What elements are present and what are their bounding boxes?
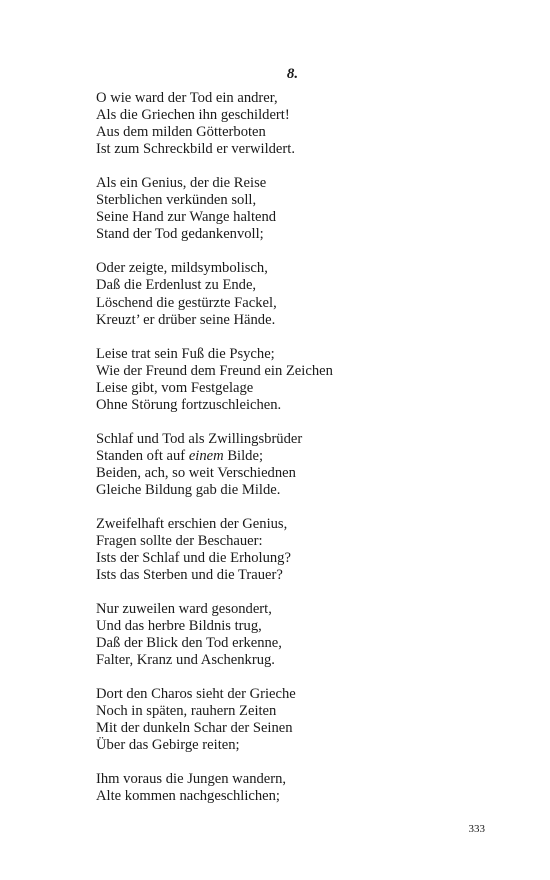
stanza [96,260,536,328]
verse-line: Aus dem milden Götterboten [96,124,266,141]
verse-line-text: Standen oft auf [96,447,189,464]
section-number: 8. [286,66,299,82]
stanza [96,90,536,158]
verse-line: Über das Gebirge reiten; [96,737,240,754]
verse-line: Gleiche Bildung gab die Milde. [96,481,281,498]
verse-line: Leise trat sein Fuß die Psyche; [96,345,275,362]
stanza [96,431,536,499]
verse-line: Seine Hand zur Wange haltend [96,209,277,226]
verse-line: Als die Griechen ihn geschildert! [96,107,290,124]
verse-line [96,448,536,465]
verse-line: Oder zeigte, mildsymbolisch, [96,260,268,277]
verse-line: Ists der Schlaf und die Erholung? [96,550,291,567]
verse-line: Und das herbre Bildnis trug, [96,618,262,635]
verse-line: Falter, Kranz und Aschenkrug. [96,652,275,669]
verse-line: Wie der Freund dem Freund ein Zeichen [96,362,333,379]
verse-line: Stand der Tod gedankenvoll; [96,226,264,243]
verse-line: Sterblichen verkünden soll, [96,192,257,209]
verse-line: Fragen sollte der Beschauer: [96,532,263,549]
verse-line: Als ein Genius, der die Reise [96,175,267,192]
verse-line: Alte kommen nachgeschlichen; [96,788,280,805]
verse-line: Ist zum Schreckbild er verwildert. [96,141,295,158]
verse-line: Ohne Störung fortzuschleichen. [96,396,282,413]
verse-line: Löschend die gestürzte Fackel, [96,294,277,311]
verse-line: Kreuzt’ er drüber seine Hände. [96,311,276,328]
stanza [96,516,536,584]
stanza [96,686,536,754]
verse-line: Beiden, ach, so weit Verschiednen [96,464,296,481]
verse-line-text: Bilde; [223,447,263,464]
stanza [96,346,536,414]
poem-body [96,90,536,822]
verse-line: Noch in späten, rauhern Zeiten [96,703,277,720]
verse-line: Mit der dunkeln Schar der Seinen [96,720,293,737]
verse-line: Dort den Charos sieht der Grieche [96,686,296,703]
emphasized-word: einem [188,447,224,464]
verse-line: Nur zuweilen ward gesondert, [96,601,272,618]
verse-line: Daß die Erdenlust zu Ende, [96,277,257,294]
verse-line: O wie ward der Tod ein andrer, [96,90,278,106]
stanza [96,175,536,243]
verse-line: Leise gibt, vom Festgelage [96,379,254,396]
page-number: 333 [468,823,485,835]
stanza [96,771,536,805]
verse-line: Ihm voraus die Jungen wandern, [96,771,287,788]
stanza [96,601,536,669]
verse-line: Schlaf und Tod als Zwillingsbrüder [96,430,303,447]
verse-line: Zweifelhaft erschien der Genius, [96,515,288,532]
verse-line: Ists das Sterben und die Trauer? [96,567,283,584]
verse-line: Daß der Blick den Tod erkenne, [96,635,282,652]
